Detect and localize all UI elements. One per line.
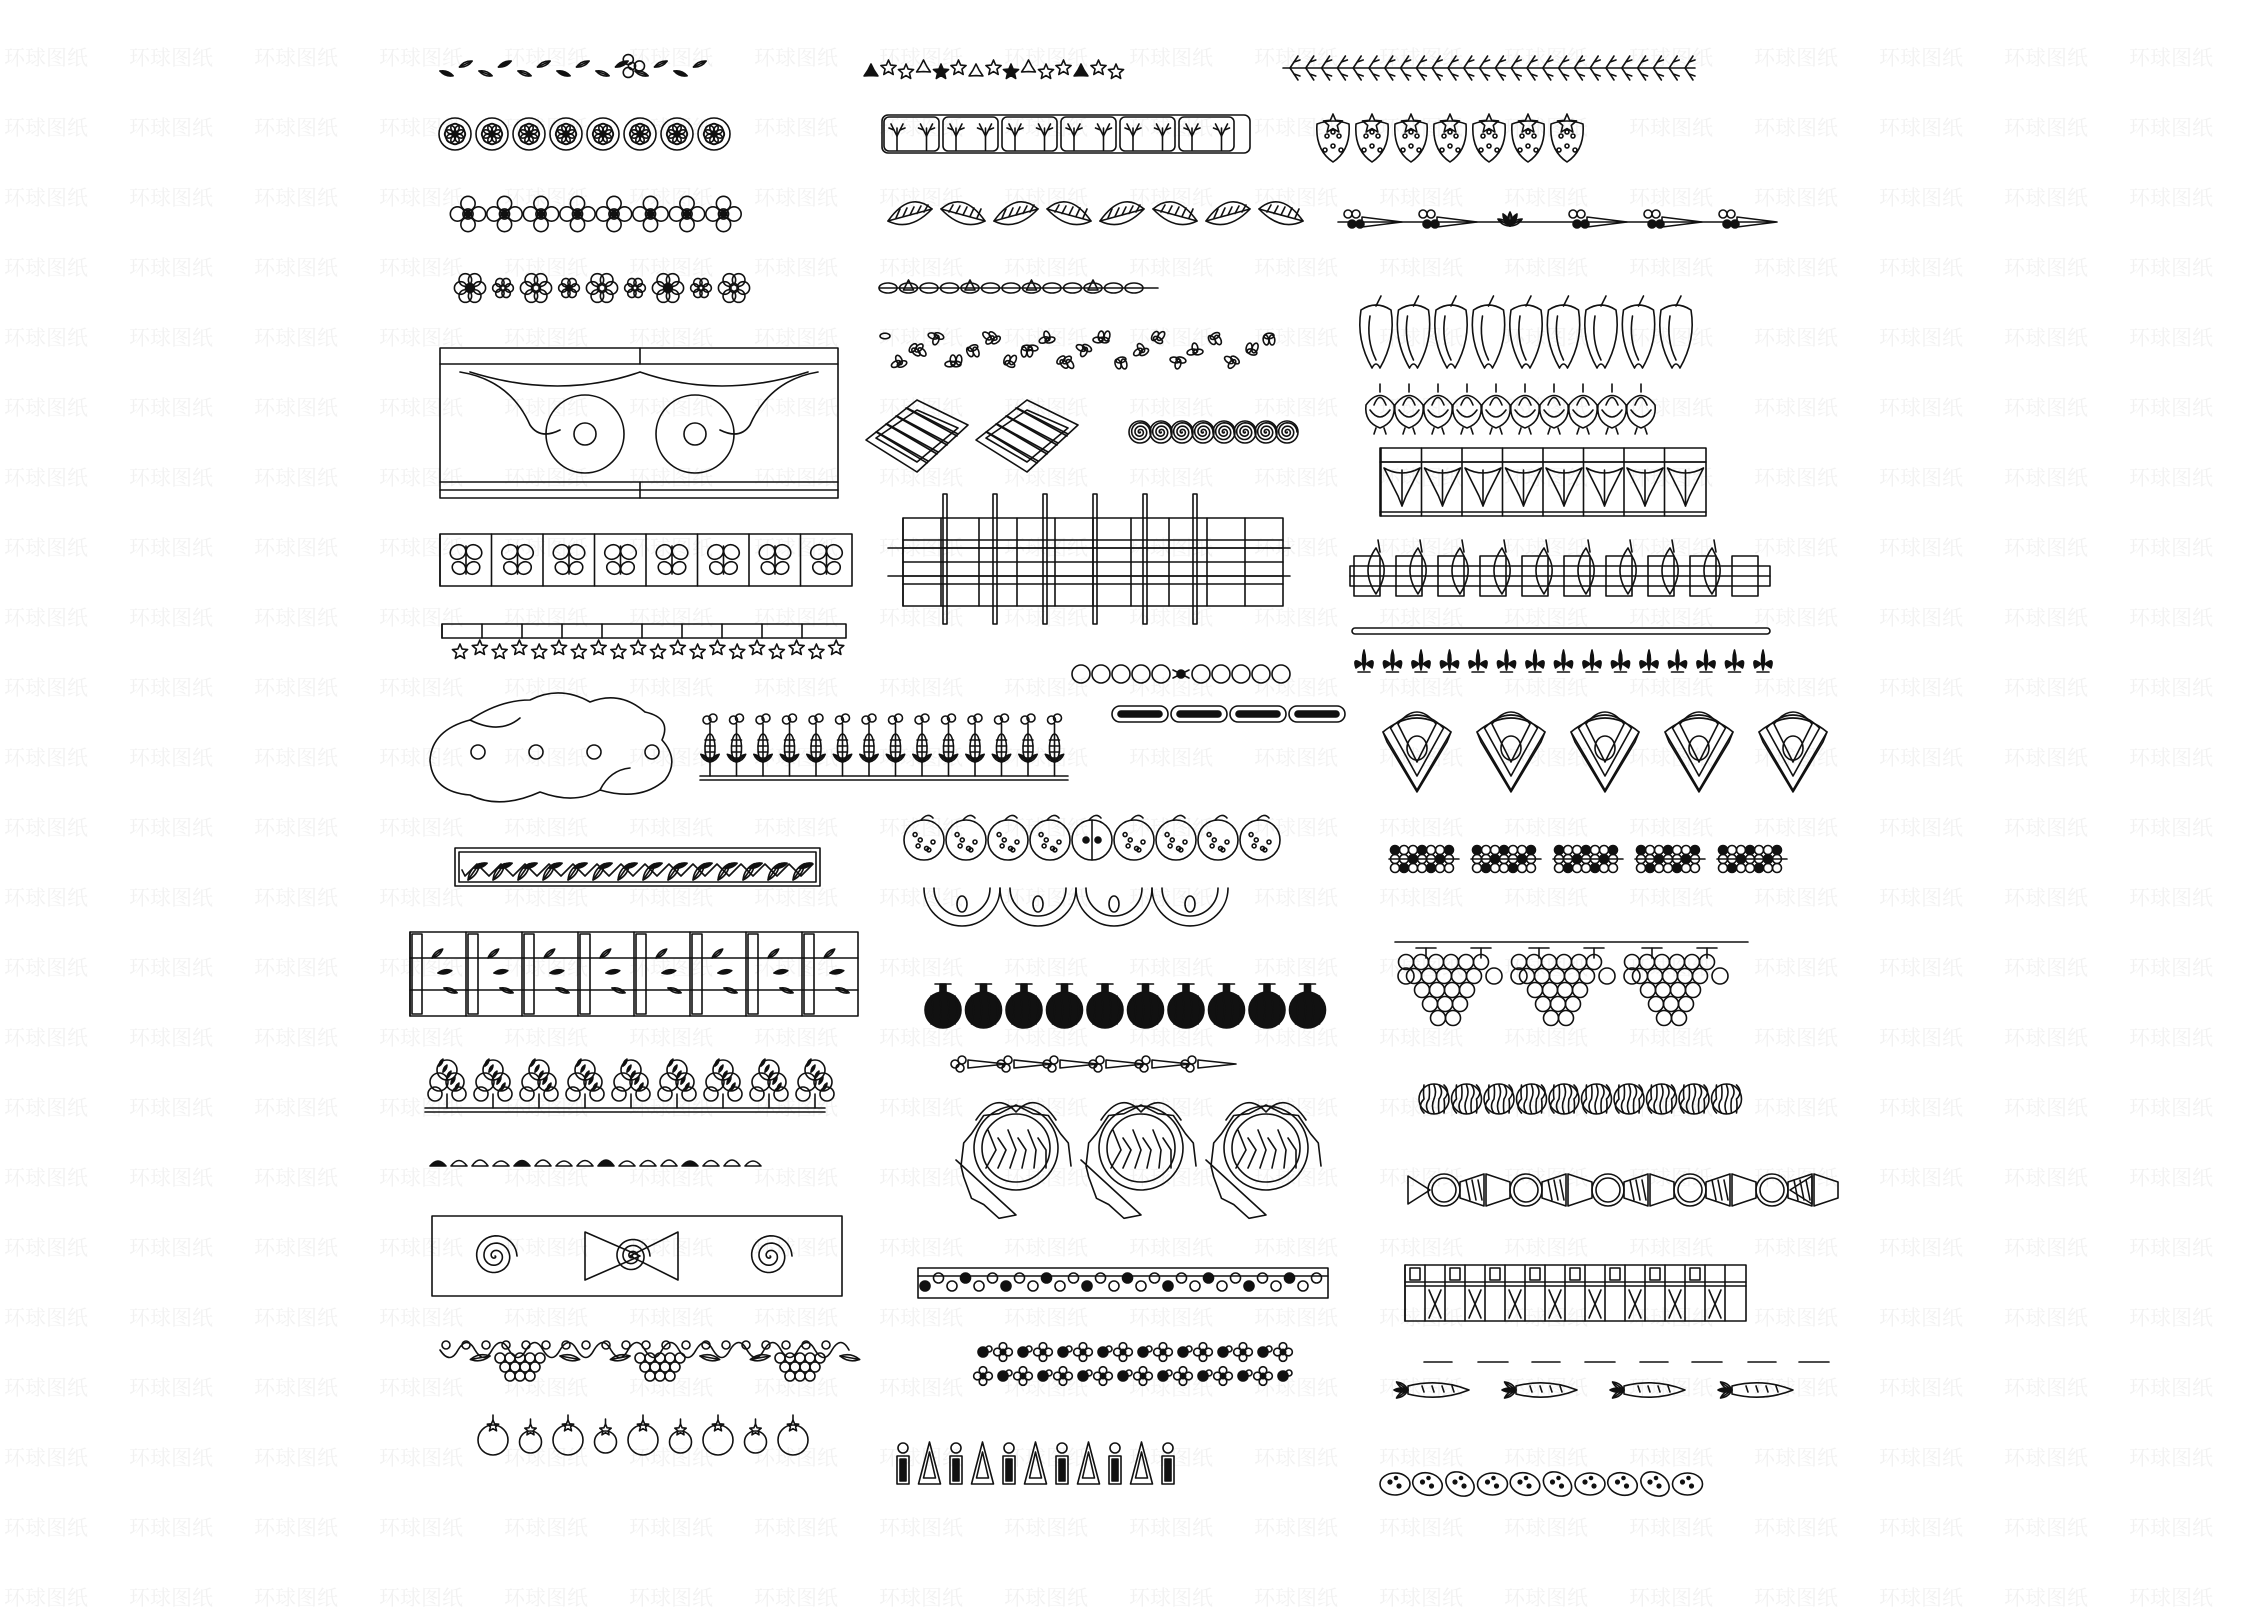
watermark-text: 环球图纸 bbox=[379, 1586, 463, 1610]
watermark-text: 环球图纸 bbox=[629, 1586, 713, 1610]
watermark-text: 环球图纸 bbox=[1129, 1586, 1213, 1610]
watermark-text: 环球图纸 bbox=[129, 1586, 213, 1610]
watermark-text: 环球图纸 bbox=[1379, 1586, 1463, 1610]
watermark-text: 环球图纸 bbox=[1754, 1586, 1838, 1610]
watermark-text: 环球图纸 bbox=[254, 1586, 338, 1610]
watermark-text: 环球图纸 bbox=[879, 1586, 963, 1610]
watermark-text: 环球图纸 bbox=[2004, 1586, 2088, 1610]
watermark-text: 环球图纸 bbox=[1879, 1586, 1963, 1610]
watermark-text: 环球图纸 bbox=[1254, 1586, 1338, 1610]
watermark-text: 环球图纸 bbox=[1004, 1586, 1088, 1610]
watermark-text: 环球图纸 bbox=[1504, 1586, 1588, 1610]
watermark-text: 环球图纸 bbox=[754, 1586, 838, 1610]
watermark-text: 环球图纸 bbox=[4, 1586, 88, 1610]
watermark-text: 环球图纸 bbox=[1629, 1586, 1713, 1610]
watermark-text: 环球图纸 bbox=[504, 1586, 588, 1610]
watermark-text: 环球图纸 bbox=[2129, 1586, 2213, 1610]
